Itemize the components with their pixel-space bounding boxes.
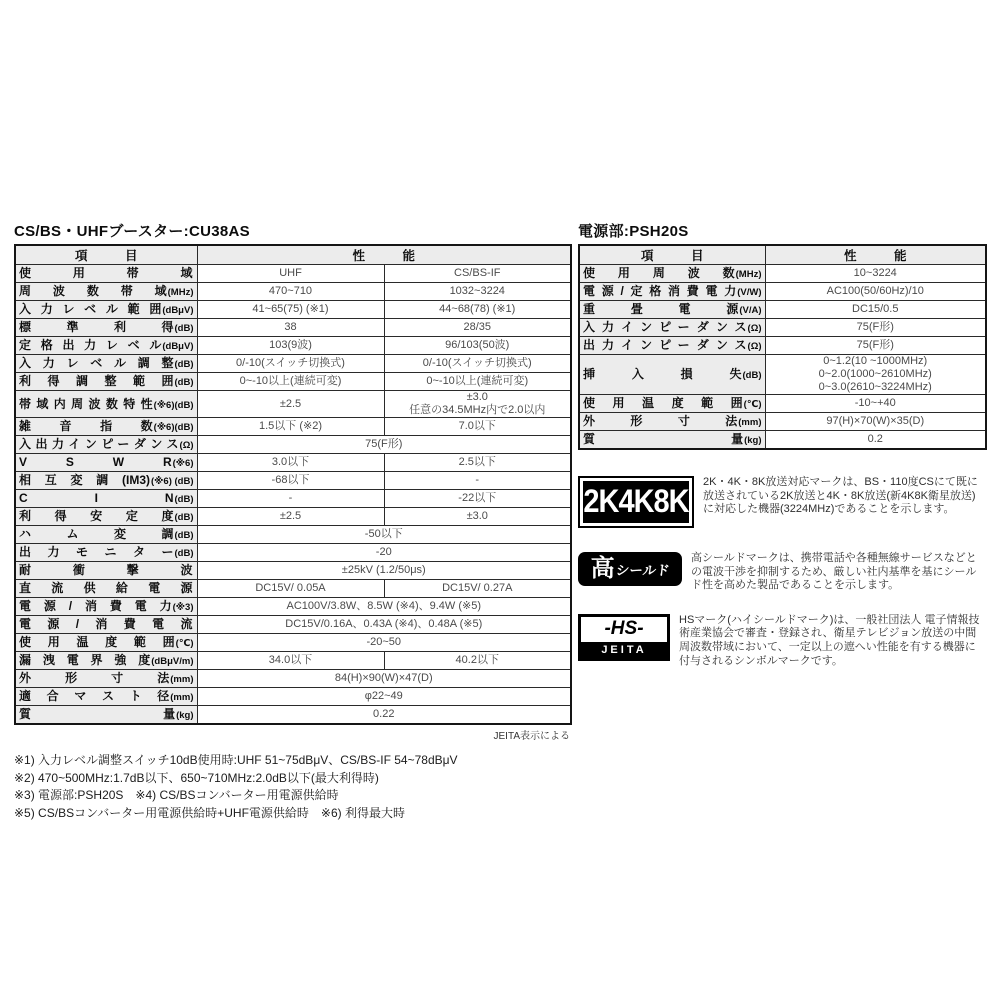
table-row [15,634,571,652]
row-label: 直流供給電源 [19,581,193,595]
row-label-wrap [583,432,762,447]
row-unit: (※6)(dB) [153,399,194,411]
row-label-cell [15,616,197,634]
row-label-wrap [19,689,194,704]
kou-shield-logo-sub: シールド [614,563,670,578]
row-unit: (kg) [744,435,762,446]
row-label: 標準利得 [19,320,174,334]
row-value-cell: 28/35 [384,319,571,337]
row-value-cell: DC15V/0.16A、0.43A (※4)、0.48A (※5) [197,616,571,634]
row-label-wrap [19,563,194,578]
row-label-cell [15,490,197,508]
row-label: 重畳電源 [583,302,739,316]
row-value-cell: 103(9波) [197,337,384,355]
row-unit: (dB) [174,548,194,559]
row-label-wrap [19,338,194,353]
hs-logo-text: -HS- [604,618,644,640]
row-label-cell [15,598,197,616]
row-value-cell: 44~68(78) (※1) [384,301,571,319]
row-label: 入出力インピーダンス [19,437,179,451]
row-value-cell: 0.2 [765,431,986,450]
row-label-wrap [583,302,762,317]
row-label-cell [15,301,197,319]
table-row [579,283,986,301]
row-value-cell: UHF [197,265,384,283]
row-label-wrap [583,367,762,382]
mark-kou-shield [578,552,986,593]
row-value-cell: -20 [197,544,571,562]
row-unit: (※6) [172,458,194,469]
row-label-wrap [19,437,194,452]
row-label-wrap [583,414,762,429]
table-row [579,265,986,283]
row-unit: (dB) [174,359,194,370]
table-row [15,436,571,454]
row-value-cell: 0~-10以上(連続可変) [197,373,384,391]
jeita-display-note: JEITA表示による [493,731,570,742]
row-label-cell [15,706,197,725]
row-label-cell [15,418,197,436]
table-row [15,454,571,472]
table-row [15,652,571,670]
row-label-wrap [19,653,194,668]
table-row [15,670,571,688]
row-label-wrap [19,266,194,281]
row-label-cell [15,337,197,355]
row-label-wrap [19,419,194,434]
row-value-cell: 75(F形) [765,319,986,337]
row-label: 雑音指数 [19,419,153,433]
row-label: 定格出力レベル [19,338,162,352]
table-row [15,301,571,319]
row-label-cell [15,688,197,706]
row-label-wrap [19,302,194,317]
footnote-line: ※3) 電源部:PSH20S ※4) CS/BSコンバーター用電源供給時 [14,788,339,802]
row-value-cell: 3.0以下 [197,454,384,472]
row-label-wrap [19,455,194,470]
row-value-cell: 75(F形) [765,337,986,355]
row-label-cell [15,562,197,580]
row-label-wrap [19,545,194,560]
row-label: 使用帯域 [19,266,193,280]
cell-line: 0~1.2(10 ~1000MHz) [823,355,928,367]
mark-hs-jeita [578,614,986,668]
row-label: 電源/消費電流 [19,617,193,631]
table-row [15,508,571,526]
row-value-cell: φ22~49 [197,688,571,706]
row-value-cell: 470~710 [197,283,384,301]
row-value-cell: 0/-10(スイッチ切換式) [384,355,571,373]
row-value-cell [765,355,986,395]
row-unit: (dB) [742,370,762,381]
row-value-cell: -10~+40 [765,395,986,413]
footnote-line: ※5) CS/BSコンバーター用電源供給時+UHF電源供給時 ※6) 利得最大時 [14,805,405,820]
row-label: 入力レベル調整 [19,356,174,370]
row-label: 入力レベル範囲 [19,302,162,316]
row-value-cell: DC15/0.5 [765,301,986,319]
row-label-cell [15,373,197,391]
table-row [15,265,571,283]
row-value-cell: ±2.5 [197,508,384,526]
row-label-cell [579,413,765,431]
row-label-wrap [19,320,194,335]
row-unit: (dBμV/m) [151,656,194,667]
row-unit: (Ω) [747,323,762,334]
kou-shield-logo-main: 高 [590,555,615,582]
row-unit: (mm) [170,674,194,685]
table-header-row [579,245,986,265]
hs-jeita-description: HSマーク(ハイシールドマーク)は、一般社団法人 電子情報技術産業協会で審査・登録され、衛星テレビジョン放送の中間周波数帯域において、一定以上の遮へい性能を有する機器に付与されるシンボルマークです。 [679,613,980,667]
row-label: 挿入損失 [583,367,742,381]
row-label: 周波数帯域 [19,284,167,298]
row-value-cell: 1032~3224 [384,283,571,301]
row-value-cell: 0~-10以上(連続可変) [384,373,571,391]
row-unit: (V/W) [737,287,762,298]
row-unit: (dBμV) [162,305,194,316]
row-label-wrap [19,617,194,632]
cell-line: 0~3.0(2610~3224MHz) [818,381,932,393]
table-row [15,283,571,301]
row-unit: (※6)(dB) [153,422,194,433]
row-label-cell [15,652,197,670]
row-value-cell: - [384,472,571,490]
row-label-cell [579,395,765,413]
row-unit: (V/A) [739,305,762,316]
row-label-wrap [19,707,194,722]
header-spec-cell: 性 能 [197,245,571,265]
row-label: ハム変調 [19,527,174,541]
row-value-cell: -50以下 [197,526,571,544]
row-value-cell: 10~3224 [765,265,986,283]
row-value-cell: 84(H)×90(W)×47(D) [197,670,571,688]
row-label-cell [579,355,765,395]
footnote-line: ※2) 470~500MHz:1.7dB以下、650~710MHz:2.0dB以下(最大利得時) [14,770,379,785]
row-label-cell [15,391,197,418]
row-value-cell: DC15V/ 0.05A [197,580,384,598]
row-value-cell: CS/BS-IF [384,265,571,283]
cell-line: 任意の34.5MHz内で2.0以内 [409,404,546,416]
row-label-cell [579,337,765,355]
row-label: 適合マスト径 [19,689,170,703]
row-label-wrap [19,635,194,650]
row-value-cell: 40.2以下 [384,652,571,670]
row-label: 外形寸法 [19,671,170,685]
row-value-cell: 38 [197,319,384,337]
row-label-wrap [583,396,762,411]
row-value-cell: -20~50 [197,634,571,652]
row-label: 使用温度範囲 [19,635,175,649]
row-label-cell [579,265,765,283]
2k4k8k-logo-icon [578,476,694,528]
row-label-cell [579,283,765,301]
row-unit: (MHz) [735,269,762,280]
cell-line: 0~2.0(1000~2610MHz) [818,368,932,380]
table-row [579,301,986,319]
row-label-wrap [583,284,762,299]
power-supply-title: 電源部:PSH20S [578,223,689,240]
row-unit: (℃) [175,638,194,649]
table-row [15,598,571,616]
row-label-cell [15,544,197,562]
row-label: 出力モニター [19,545,174,559]
row-value-cell: 97(H)×70(W)×35(D) [765,413,986,431]
table-row [15,490,571,508]
table-row [579,431,986,450]
row-label-cell [579,301,765,319]
row-value-cell: 0.22 [197,706,571,725]
row-value-cell: 2.5以下 [384,454,571,472]
row-label-wrap [19,581,194,596]
row-label-cell [15,580,197,598]
booster-section [14,220,570,822]
row-label-cell [15,472,197,490]
row-value-cell: 1.5以下 (※2) [197,418,384,436]
table-row [15,544,571,562]
row-unit: (kg) [176,710,194,721]
row-value-cell: ±2.5 [197,391,384,418]
row-label-cell [15,319,197,337]
row-label-wrap [19,473,194,488]
row-unit: (mm) [170,692,194,703]
row-label-cell [15,436,197,454]
footnote-line: ※1) 入力レベル調整スイッチ10dB使用時:UHF 51~75dBμV、CS/BS-IF 54~78dBμV [14,753,458,767]
header-item-cell: 項 目 [579,245,765,265]
table-row [15,580,571,598]
row-unit: (Ω) [179,440,194,451]
row-label: 質量 [583,432,744,446]
table-row [15,337,571,355]
row-unit: (℃) [743,399,762,410]
row-label: 使用周波数 [583,266,735,280]
row-unit: (dB) [174,377,194,388]
row-unit: (dB) [174,323,194,334]
table-row [15,616,571,634]
row-value-cell: 75(F形) [197,436,571,454]
row-label: 漏洩電界強度 [19,653,151,667]
mark-2k4k8k [578,476,986,528]
row-label-wrap [19,491,194,506]
row-label-wrap [19,356,194,371]
booster-spec-table [14,244,572,725]
header-item-cell: 項 目 [15,245,197,265]
row-label-wrap [583,320,762,335]
table-row [15,319,571,337]
table-row [15,526,571,544]
row-label: 質量 [19,707,176,721]
2k4k8k-logo-text: 2K4K8K [583,483,689,520]
row-label: C I N [19,491,174,505]
table-row [15,391,571,418]
row-value-cell: AC100(50/60Hz)/10 [765,283,986,301]
row-label-wrap [19,374,194,389]
row-label: 電源/定格消費電力 [583,284,737,298]
row-label-wrap [583,338,762,353]
row-label-cell [15,634,197,652]
power-supply-section [578,220,986,668]
row-unit: (※6) (dB) [151,476,194,487]
row-value-cell: 0/-10(スイッチ切換式) [197,355,384,373]
row-label-cell [15,454,197,472]
row-unit: (dBμV) [162,341,194,352]
row-label: 入力インピーダンス [583,320,747,334]
row-label: 相互変調(IM3) [19,473,151,487]
row-value-cell: AC100V/3.8W、8.5W (※4)、9.4W (※5) [197,598,571,616]
kou-shield-logo-icon [578,552,682,586]
row-label: V S W R [19,455,172,469]
table-row [15,355,571,373]
table-row [15,562,571,580]
row-label-cell [15,355,197,373]
row-value-cell: -68以下 [197,472,384,490]
row-value-cell [384,391,571,418]
row-value-cell: 41~65(75) (※1) [197,301,384,319]
row-label: 帯域内周波数特性 [19,396,153,411]
row-value-cell: 7.0以下 [384,418,571,436]
table-row [15,706,571,725]
row-label-wrap [19,599,194,614]
row-label: 外形寸法 [583,414,738,428]
table-row [579,413,986,431]
row-label-cell [15,265,197,283]
jeita-logo-text: JEITA [581,642,667,658]
row-value-cell: - [197,490,384,508]
row-value-cell: 34.0以下 [197,652,384,670]
kou-shield-description: 高シールドマークは、携帯電話や各種無線サービスなどとの電波干渉を抑制するため、厳しい社内基準を基にシールド性を高めた製品であることを示します。 [691,552,977,592]
table-row [15,373,571,391]
hs-jeita-logo-icon [578,614,670,661]
row-label-wrap [19,527,194,542]
booster-title: CS/BS・UHFブースター:CU38AS [14,223,250,240]
row-label-cell [15,283,197,301]
table-row [15,472,571,490]
row-label: 電源/消費電力 [19,599,172,613]
row-label-wrap [19,671,194,686]
row-label-cell [15,670,197,688]
table-row [15,688,571,706]
footnotes-block [14,752,570,822]
row-label-cell [579,431,765,450]
row-unit: (dB) [174,494,194,505]
row-value-cell: -22以下 [384,490,571,508]
cell-line: ±3.0 [466,391,488,403]
power-supply-spec-table [578,244,987,450]
table-row [579,319,986,337]
row-unit: (Ω) [747,341,762,352]
table-row [15,418,571,436]
row-unit: (MHz) [167,287,194,298]
row-label-cell [15,508,197,526]
row-label: 利得安定度 [19,509,174,523]
row-label-wrap [583,266,762,281]
row-label: 利得調整範囲 [19,374,174,388]
row-unit: (dB) [174,530,194,541]
row-label: 出力インピーダンス [583,338,747,352]
table-header-row [15,245,571,265]
row-label-cell [579,319,765,337]
table-row [579,355,986,395]
2k4k8k-description: 2K・4K・8K放送対応マークは、BS・110度CSにて既に放送されている2K放送と4K・8K放送(新4K8K衛星放送)に対応した機器(3224MHz)であることを示します。 [703,476,978,516]
row-label: 耐衝撃波 [19,563,193,577]
row-label-wrap [19,397,194,412]
row-label-wrap [19,509,194,524]
row-unit: (※3) [172,602,194,613]
header-spec-cell: 性 能 [765,245,986,265]
row-value-cell: 96/103(50波) [384,337,571,355]
row-value-cell: ±3.0 [384,508,571,526]
row-value-cell: ±25kV (1.2/50μs) [197,562,571,580]
row-unit: (mm) [738,417,762,428]
row-unit: (dB) [174,512,194,523]
row-label-cell [15,526,197,544]
row-label: 使用温度範囲 [583,396,743,410]
table-row [579,337,986,355]
table-row [579,395,986,413]
row-value-cell: DC15V/ 0.27A [384,580,571,598]
row-label-wrap [19,284,194,299]
